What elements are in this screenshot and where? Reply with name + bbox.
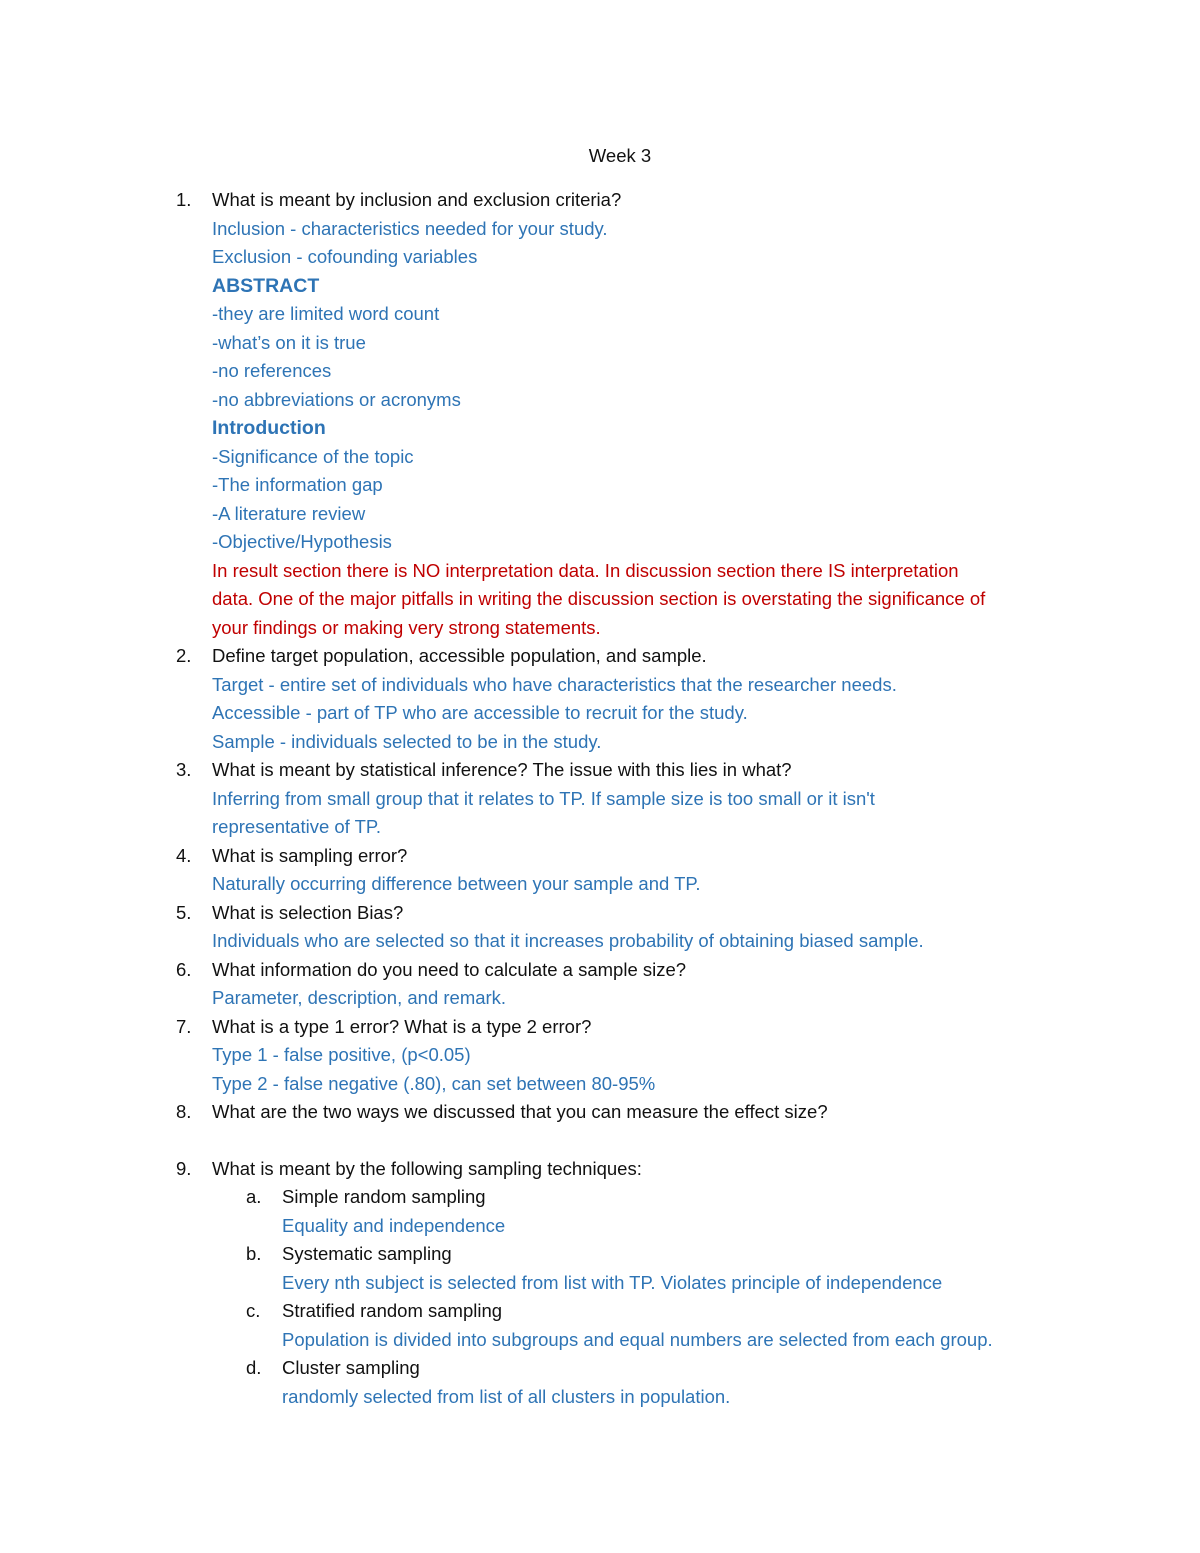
sub-answer: Equality and independence: [282, 1214, 506, 1236]
question-6: [0, 956, 1200, 985]
sub-text: Simple random sampling: [282, 1186, 486, 1207]
note-text: your findings or making very strong statements.: [212, 616, 601, 638]
question-text: What is meant by inclusion and exclusion criteria?: [212, 189, 622, 210]
answer-line: [0, 671, 1200, 700]
question-9: [0, 1155, 1200, 1184]
sub-answer: Population is divided into subgroups and equal numbers are selected from each group.: [282, 1328, 993, 1350]
sub-answer: Every nth subject is selected from list with TP. Violates principle of independence: [282, 1271, 943, 1293]
sub-answer-line: [0, 1269, 1200, 1298]
abstract-item: -they are limited word count: [212, 303, 440, 324]
answer-text: representative of TP.: [212, 816, 382, 837]
answer-text: Naturally occurring difference between your sample and TP.: [212, 873, 701, 894]
answer-line: [0, 984, 1200, 1013]
answer-text: Sample - individuals selected to be in the study.: [212, 730, 602, 752]
answer-line: [0, 699, 1200, 728]
question-7: [0, 1013, 1200, 1042]
question-number: 4.: [176, 844, 192, 866]
note-line: [0, 585, 1200, 614]
question-text: What is sampling error?: [212, 844, 408, 866]
question-5: [0, 899, 1200, 928]
sub-answer-line: [0, 1212, 1200, 1241]
question-text: What is meant by statistical inference? The issue with this lies in what?: [212, 759, 792, 780]
answer-text: Target - entire set of individuals who have characteristics that the researcher needs.: [212, 673, 897, 695]
note-line: [0, 557, 1200, 586]
sub-question-d: [0, 1354, 1200, 1383]
sub-question-b: [0, 1240, 1200, 1269]
question-text: What are the two ways we discussed that you can measure the effect size?: [212, 1101, 828, 1122]
answer-text: Type 1 - false positive, (p<0.05): [212, 1044, 471, 1065]
page-title: Week 3: [588, 145, 652, 166]
list-item: [0, 528, 1200, 557]
answer-line: [0, 813, 1200, 842]
sub-question-c: [0, 1297, 1200, 1326]
question-text: What is selection Bias?: [212, 901, 404, 923]
abstract-heading-row: [0, 272, 1200, 301]
question-number: 7.: [176, 1015, 192, 1037]
sub-letter: c.: [246, 1300, 261, 1321]
intro-item: -A literature review: [212, 502, 366, 524]
list-item: [0, 500, 1200, 529]
list-item: [0, 300, 1200, 329]
answer-text: Exclusion - cofounding variables: [212, 246, 478, 267]
sub-text: Systematic sampling: [282, 1243, 452, 1264]
question-number: 2.: [176, 645, 192, 666]
answer-line: [0, 215, 1200, 244]
question-text: Define target population, accessible population, and sample.: [212, 645, 707, 666]
sub-question-a: [0, 1183, 1200, 1212]
question-4: [0, 842, 1200, 871]
note-text: In result section there is NO interpretation data. In discussion section there IS interpretation: [212, 559, 959, 581]
intro-heading-row: [0, 414, 1200, 443]
question-2: [0, 642, 1200, 671]
answer-text: Inferring from small group that it relates to TP. If sample size is too small or it isn't: [212, 787, 875, 809]
abstract-heading: ABSTRACT: [212, 274, 320, 297]
question-number: 1.: [176, 189, 192, 210]
sub-answer-line: [0, 1326, 1200, 1355]
abstract-item: -no abbreviations or acronyms: [212, 388, 461, 410]
answer-line: [0, 728, 1200, 757]
answer-text: Parameter, description, and remark.: [212, 987, 507, 1008]
answer-text: Type 2 - false negative (.80), can set between 80-95%: [212, 1072, 656, 1094]
note-text: data. One of the major pitfalls in writing the discussion section is overstating the significance of: [212, 588, 986, 609]
list-item: [0, 329, 1200, 358]
sub-text: Cluster sampling: [282, 1357, 420, 1378]
list-item: [0, 386, 1200, 415]
answer-line: [0, 785, 1200, 814]
question-3: [0, 756, 1200, 785]
list-item: [0, 357, 1200, 386]
note-line: [0, 614, 1200, 643]
abstract-item: -what’s on it is true: [212, 331, 366, 353]
question-text: What is a type 1 error? What is a type 2 error?: [212, 1015, 592, 1037]
question-text: What is meant by the following sampling techniques:: [212, 1157, 642, 1179]
answer-text: Accessible - part of TP who are accessible to recruit for the study.: [212, 702, 748, 723]
blank-line: [0, 1127, 1200, 1155]
sub-answer-line: [0, 1383, 1200, 1412]
question-number: 6.: [176, 958, 192, 980]
sub-letter: d.: [246, 1357, 262, 1378]
question-1: [0, 186, 1200, 215]
question-number: 3.: [176, 759, 192, 780]
answer-text: Individuals who are selected so that it increases probability of obtaining biased sample.: [212, 930, 924, 951]
question-number: 8.: [176, 1101, 192, 1122]
answer-text: Inclusion - characteristics needed for your study.: [212, 217, 608, 239]
list-item: [0, 471, 1200, 500]
answer-line: [0, 927, 1200, 956]
answer-line: [0, 1070, 1200, 1099]
answer-line: [0, 243, 1200, 272]
sub-letter: a.: [246, 1186, 262, 1207]
question-8: [0, 1098, 1200, 1127]
question-list: [0, 186, 1200, 1411]
sub-answer: randomly selected from list of all clusters in population.: [282, 1385, 731, 1407]
list-item: [0, 443, 1200, 472]
answer-line: [0, 1041, 1200, 1070]
sub-text: Stratified random sampling: [282, 1300, 503, 1321]
intro-item: -Objective/Hypothesis: [212, 531, 392, 552]
sub-letter: b.: [246, 1243, 262, 1264]
question-text: What information do you need to calculate a sample size?: [212, 958, 687, 980]
question-number: 9.: [176, 1157, 192, 1179]
introduction-heading: Introduction: [212, 417, 326, 439]
question-number: 5.: [176, 901, 192, 923]
intro-item: -The information gap: [212, 474, 383, 495]
intro-item: -Significance of the topic: [212, 445, 414, 467]
answer-line: [0, 870, 1200, 899]
abstract-item: -no references: [212, 360, 332, 381]
